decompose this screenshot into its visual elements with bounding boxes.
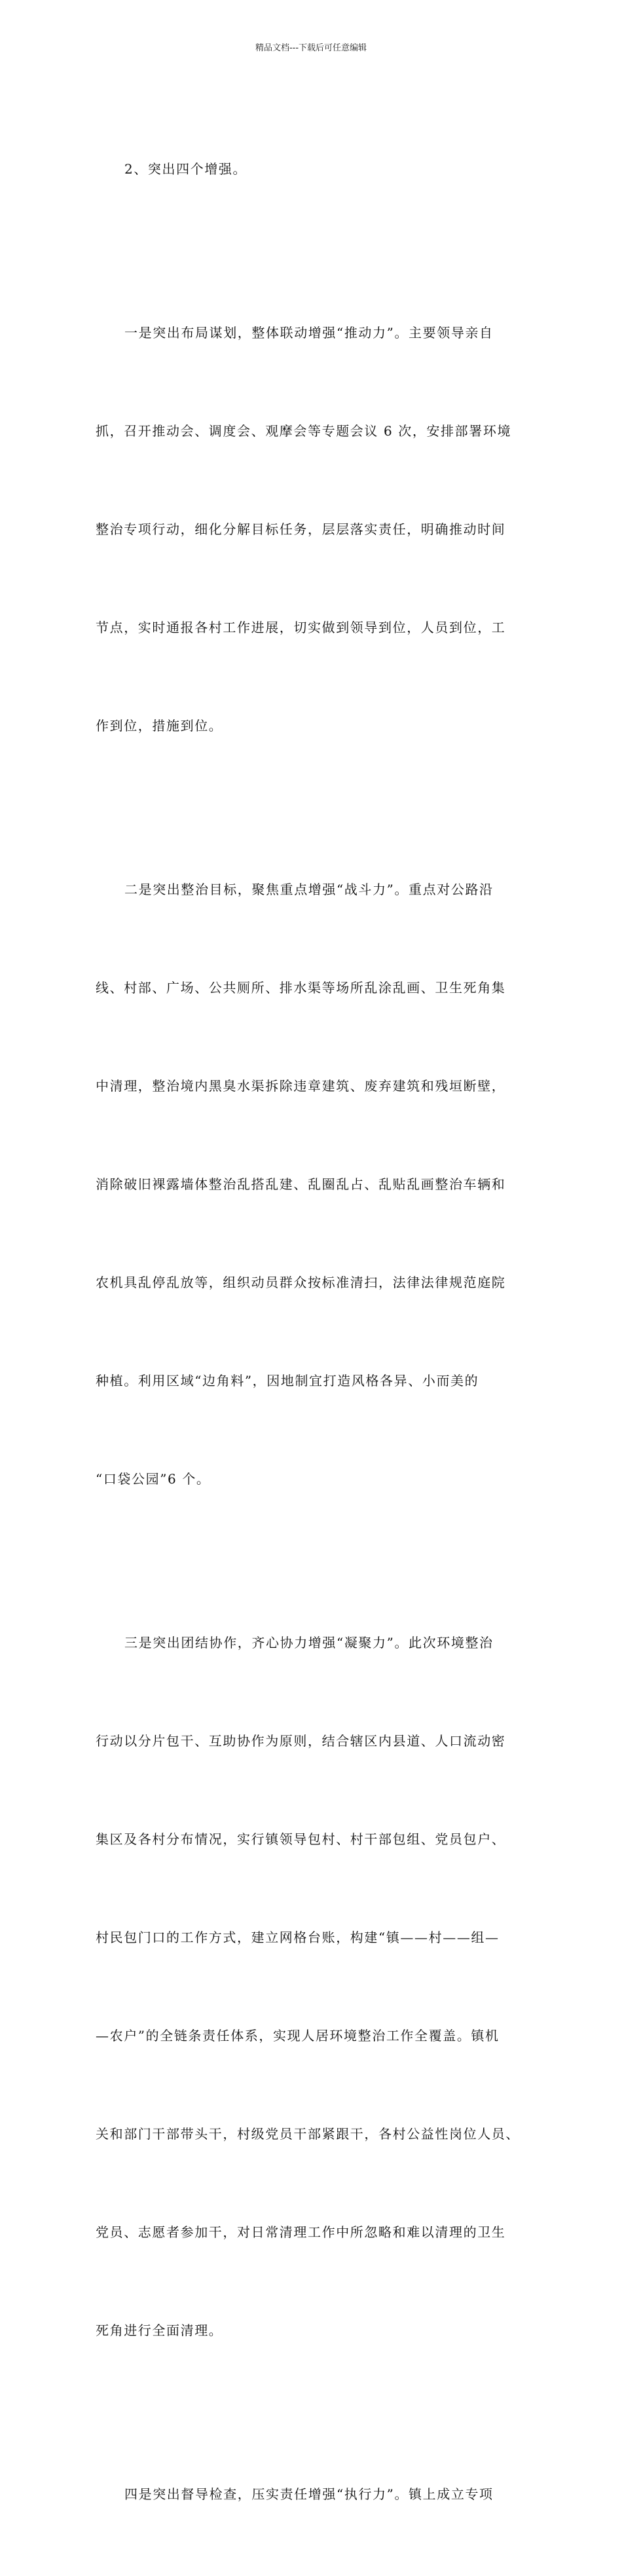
text-line: 一是突出布局谋划，整体联动增强“推动力”。主要领导亲自	[124, 325, 494, 341]
document-body	[96, 87, 554, 2576]
text-line: 种植。利用区域“边角料”，因地制宜打造风格各异、小而美的	[96, 1373, 479, 1389]
text-line: 中清理，整治境内黑臭水渠拆除违章建筑、废弃建筑和残垣断壁，	[96, 1078, 506, 1094]
text-line: 消除破旧裸露墙体整治乱搭乱建、乱圈乱占、乱贴乱画整治车辆和	[96, 1176, 506, 1192]
text-line: 村民包门口的工作方式，建立网格台账，构建“镇——村——组—	[96, 1930, 500, 1945]
paragraph-execution	[96, 2412, 554, 2576]
section-heading	[96, 87, 554, 251]
text-line: 党员、志愿者参加干，对日常清理工作中所忽略和难以清理的卫生	[96, 2224, 506, 2240]
text-line: 二是突出整治目标，聚焦重点增强“战斗力”。重点对公路沿	[124, 882, 494, 897]
text-line: “口袋公园”6 个。	[96, 1471, 211, 1487]
text-line: 节点，实时通报各村工作进展，切实做到领导到位，人员到位，工	[96, 620, 506, 635]
text-line: 抓，召开推动会、调度会、观摩会等专题会议 6 次，安排部署环境	[96, 423, 512, 439]
text-line: 整治专项行动，细化分解目标任务，层层落实责任，明确推动时间	[96, 521, 506, 537]
text-line: 线、村部、广场、公共厕所、排水渠等场所乱涂乱画、卫生死角集	[96, 980, 506, 996]
paragraph-promotion	[96, 251, 554, 808]
text-line: 四是突出督导检查，压实责任增强“执行力”。镇上成立专项	[124, 2486, 494, 2502]
text-line: —农户”的全链条责任体系，实现人居环境整治工作全覆盖。镇机	[96, 2028, 500, 2044]
page-header: 精品文档---下载后可任意编辑	[255, 43, 367, 53]
paragraph-combat	[96, 808, 554, 1561]
paragraph-cohesion	[96, 1561, 554, 2412]
text-line: 农机具乱停乱放等，组织动员群众按标准清扫，法律法律规范庭院	[96, 1275, 506, 1290]
text-line: 2、突出四个增强。	[124, 161, 247, 177]
text-line: 作到位，措施到位。	[96, 718, 223, 734]
text-line: 集区及各村分布情况，实行镇领导包村、村干部包组、党员包户、	[96, 1831, 506, 1847]
text-line: 三是突出团结协作，齐心协力增强“凝聚力”。此次环境整治	[124, 1635, 494, 1651]
text-line: 关和部门干部带头干，村级党员干部紧跟干，各村公益性岗位人员、	[96, 2126, 520, 2142]
text-line: 死角进行全面清理。	[96, 2323, 223, 2338]
text-line: 行动以分片包干、互助协作为原则，结合辖区内县道、人口流动密	[96, 1733, 506, 1749]
